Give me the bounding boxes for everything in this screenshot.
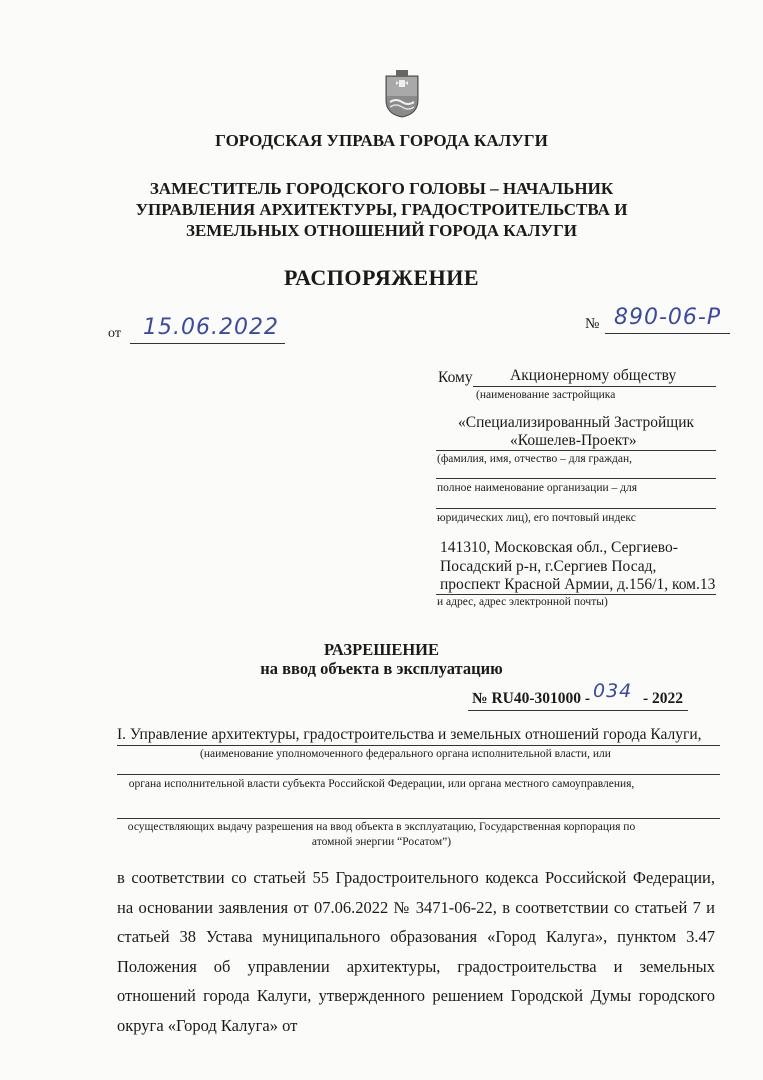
recipient-address: [440, 539, 715, 595]
section1-caption2: органа исполнительной власти субъекта Российской Федерации, или органа местного самоуправления,: [128, 778, 635, 790]
to-label: Кому: [438, 369, 473, 386]
order-number: 890-06-Р: [614, 305, 722, 330]
address-line: проспект Красной Армии, д.156/1, ком.13: [440, 576, 716, 593]
order-date: 15.06.2022: [143, 315, 279, 340]
section1-blank-line2: [117, 818, 720, 819]
recipient-underline4: [436, 508, 716, 509]
permit-number-suffix: - 2022: [643, 690, 684, 707]
section1-blank-line1: [117, 774, 720, 775]
section1-underline: [117, 745, 720, 746]
address-underline: [436, 594, 716, 595]
recipient-line2: «Специализированный Застройщик: [458, 414, 695, 431]
recipient-underline2: [436, 450, 716, 451]
address-line: Посадский р-н, г.Сергиев Посад,: [440, 557, 657, 575]
official-title-line: ЗАМЕСТИТЕЛЬ ГОРОДСКОГО ГОЛОВЫ – НАЧАЛЬНИК: [149, 179, 614, 198]
recipient-line1: Акционерному обществу: [510, 367, 677, 384]
permit-title: РАЗРЕШЕНИЕ: [323, 640, 440, 659]
permit-number-prefix: № RU40-301000 -: [472, 690, 591, 707]
permit-number-handwritten: 034: [593, 680, 633, 702]
permit-subtitle: на ввод объекта в эксплуатацию: [260, 659, 503, 678]
recipient-caption4: юридических лиц), его почтовый индекс: [437, 512, 636, 524]
section1-text: I. Управление архитектуры, градостроительства и земельных отношений города Калуги,: [117, 726, 702, 743]
recipient-caption3: полное наименование организации – для: [437, 482, 638, 494]
address-line: 141310, Московская обл., Сергиево-: [440, 539, 678, 556]
number-underline: [605, 333, 730, 334]
recipient-caption1: (наименование застройщика: [476, 389, 616, 401]
order-number-prefix: №: [585, 316, 600, 332]
permit-number-underline: [468, 710, 688, 711]
official-title-line: ЗЕМЕЛЬНЫХ ОТНОШЕНИЙ ГОРОДА КАЛУГИ: [185, 221, 578, 240]
coat-of-arms-icon: [384, 70, 420, 118]
section1-caption1: (наименование уполномоченного федерального органа исполнительной власти, или: [200, 748, 611, 760]
section1-caption3b: атомной энергии “Росатом”): [311, 836, 452, 848]
official-title-line: УПРАВЛЕНИЯ АРХИТЕКТУРЫ, ГРАДОСТРОИТЕЛЬСТВА И: [135, 200, 628, 219]
section1-caption3a: осуществляющих выдачу разрешения на ввод объекта в эксплуатацию, Государственная корпорация по: [127, 821, 636, 833]
body-paragraph: в соответствии со статьей 55 Градостроительного кодекса Российской Федерации, на основании заявления от 07.06.2022 № 3471-06-22, в соответствии со статьей 7 и статьей 38 Устава муниципального образования «Город Калуга», пунктом 3.47 Положения об управлении архитектуры, градостроительства и земельных отношений города Калуги, утвержденного решением Городской Думы городского округа «Город Калуга» от: [117, 868, 715, 1035]
org-name: ГОРОДСКАЯ УПРАВА ГОРОДА КАЛУГИ: [215, 131, 548, 150]
recipient-underline1: [473, 386, 716, 387]
date-prefix: от: [108, 326, 121, 341]
recipient-underline3: [436, 478, 716, 479]
official-title: [0, 178, 763, 241]
recipient-line3: «Кошелев-Проект»: [510, 432, 637, 449]
doc-type-title: РАСПОРЯЖЕНИЕ: [283, 265, 480, 290]
recipient-caption5: и адрес, адрес электронной почты): [437, 596, 608, 608]
recipient-caption2: (фамилия, имя, отчество – для граждан,: [437, 453, 633, 465]
date-underline: [130, 343, 285, 344]
